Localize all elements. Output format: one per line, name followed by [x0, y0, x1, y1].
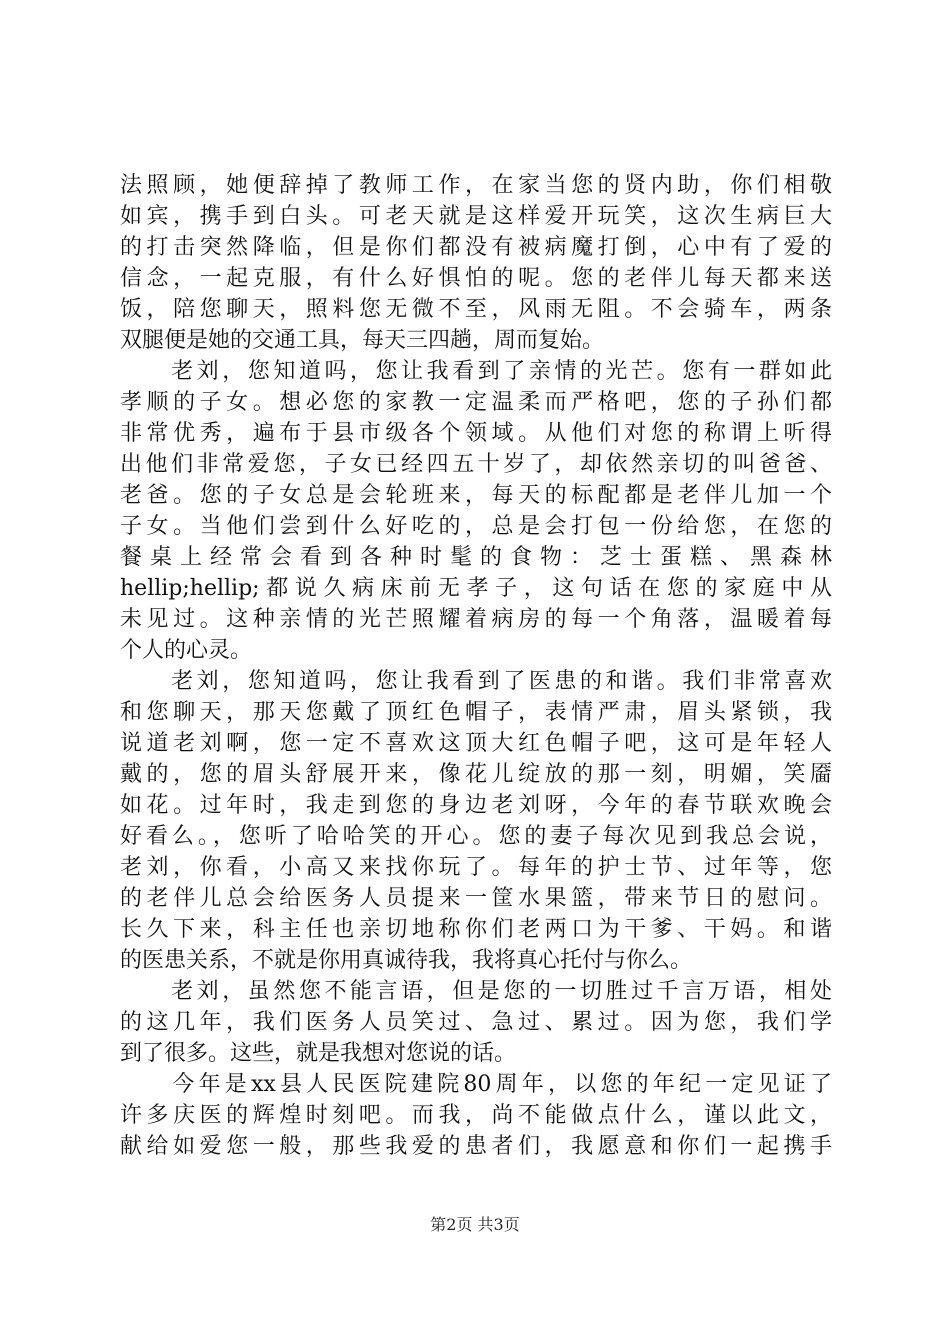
document-body: [120, 170, 832, 1162]
text-line: 的打击突然降临，但是你们都没有被病魔打倒，心中有了爱的: [120, 235, 832, 260]
text-line: 老爸。您的子女总是会轮班来，每天的标配都是老伴儿加一个: [120, 483, 832, 508]
text-line: 许多庆医的辉煌时刻吧。而我，尚不能做点什么，谨以此文，: [120, 1103, 832, 1128]
text-line: 的老伴儿总会给医务人员提来一筐水果篮，带来节日的慰问。: [120, 886, 832, 911]
text-line: 献给如爱您一般，那些我爱的患者们，我愿意和你们一起携手: [120, 1134, 832, 1159]
text-line: 出他们非常爱您，子女已经四五十岁了，却依然亲切的叫爸爸、: [120, 452, 832, 477]
text-line: 非常优秀，遍布于县市级各个领域。从他们对您的称谓上听得: [120, 421, 832, 446]
text-line: 的医患关系，不就是你用真诚待我，我将真心托付与你么。: [120, 948, 693, 973]
text-line: 饭，陪您聊天，照料您无微不至，风雨无阻。不会骑车，两条: [120, 297, 832, 322]
text-line: 个人的心灵。: [120, 638, 253, 663]
text-line: 老刘，您知道吗，您让我看到了亲情的光芒。您有一群如此: [120, 359, 832, 384]
text-line: 老刘，您知道吗，您让我看到了医患的和谐。我们非常喜欢: [120, 669, 832, 694]
text-line: 和您聊天，那天您戴了顶红色帽子，表情严肃，眉头紧锁，我: [120, 700, 832, 725]
text-line: 说道老刘啊，您一定不喜欢这顶大红色帽子吧，这可是年轻人: [120, 731, 832, 756]
page-footer: 第2页 共3页: [430, 1215, 520, 1234]
text-line: 戴的，您的眉头舒展开来，像花儿绽放的那一刻，明媚，笑靥: [120, 762, 832, 787]
text-line: 老刘，虽然您不能言语，但是您的一切胜过千言万语，相处: [120, 979, 832, 1004]
text-line: 孝顺的子女。想必您的家教一定温柔而严格吧，您的子孙们都: [120, 390, 832, 415]
text-line: 法照顾，她便辞掉了教师工作，在家当您的贤内助，你们相敬: [120, 173, 832, 198]
text-line: 到了很多。这些，就是我想对您说的话。: [120, 1041, 517, 1066]
text-line: 餐桌上经常会看到各种时髦的食物：芝士蛋糕、黑森林: [120, 545, 832, 570]
text-line: 未见过。这种亲情的光芒照耀着病房的每一个角落，温暖着每: [120, 607, 832, 632]
text-line: 的这几年，我们医务人员笑过、急过、累过。因为您，我们学: [120, 1010, 832, 1035]
text-line: 双腿便是她的交通工具，每天三四趟，周而复始。: [120, 328, 605, 353]
text-line: 老刘，你看，小高又来找你玩了。每年的护士节、过年等，您: [120, 855, 832, 880]
text-line: 今年是xx县人民医院建院80周年，以您的年纪一定见证了: [120, 1072, 832, 1097]
text-line: 好看么。，您听了哈哈笑的开心。您的妻子每次见到我总会说，: [120, 824, 832, 849]
text-line: 信念，一起克服，有什么好惧怕的呢。您的老伴儿每天都来送: [120, 266, 832, 291]
text-line: 如花。过年时，我走到您的身边老刘呀，今年的春节联欢晚会: [120, 793, 832, 818]
text-line: 子女。当他们尝到什么好吃的，总是会打包一份给您，在您的: [120, 514, 832, 539]
text-line: hellip;hellip;都说久病床前无孝子，这句话在您的家庭中从: [120, 576, 832, 601]
text-line: 长久下来，科主任也亲切地称你们老两口为干爹、干妈。和谐: [120, 917, 832, 942]
text-line: 如宾，携手到白头。可老天就是这样爱开玩笑，这次生病巨大: [120, 204, 832, 229]
